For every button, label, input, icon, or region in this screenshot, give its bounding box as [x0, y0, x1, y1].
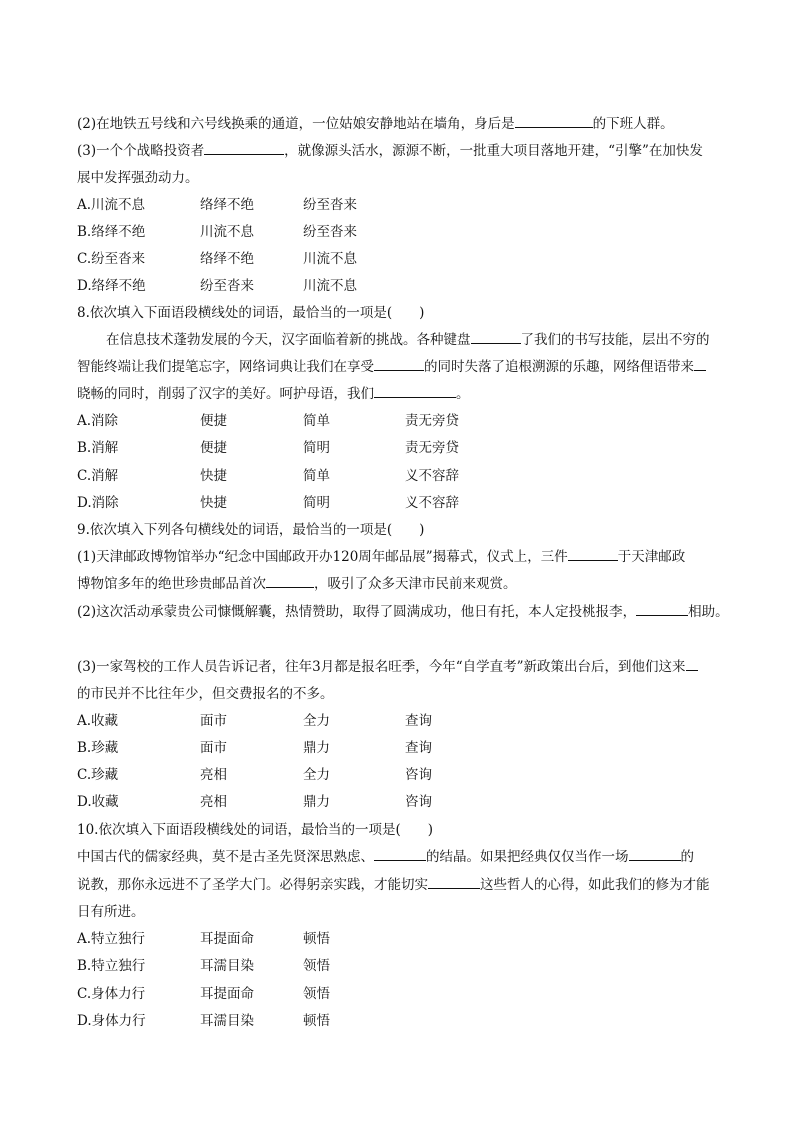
option-b: B.特立独行 — [77, 958, 146, 974]
q8-passage-line-2: 智能终端让我们提笔忘字，网络词典让我们在享受 的同时失落了追根溯源的乐趣，网络俚语带来 — [77, 358, 706, 376]
option-b-2: 川流不息 — [200, 224, 254, 240]
q9-sentence-2: (2)这次活动承蒙贵公司慷慨解囊，热情赞助，取得了圆满成功，他日有托，本人定投桃报李， 相助。 — [77, 604, 729, 620]
q7-sentence-2: (2)在地铁五号线和六号线换乘的通道，一位姑娘安静地站在墙角，身后是 的下班人群。 — [77, 116, 674, 132]
option-d-3: 鼎力 — [303, 794, 330, 810]
option-c: C.纷至沓来 — [77, 251, 146, 267]
option-d-2: 快捷 — [200, 495, 227, 511]
option-b-3: 鼎力 — [303, 740, 330, 756]
option-d-4: 义不容辞 — [405, 495, 459, 511]
option-d-3: 顿悟 — [303, 1013, 330, 1029]
q9-sentence-1: (1)天津邮政博物馆举办“纪念中国邮政开办120周年邮品展”揭幕式，仪式上，三件 于天津邮政 — [77, 549, 686, 565]
option-a: A.川流不息 — [77, 197, 146, 213]
answer-blank — [428, 876, 480, 889]
option-a-2: 面市 — [200, 713, 227, 729]
q7-sentence-3-cont: 展中发挥强劲动力。 — [77, 170, 199, 186]
answer-blank — [374, 848, 426, 861]
option-a: A.消除 — [77, 413, 119, 429]
q10-stem: 10.依次填入下面语段横线处的词语，最恰当的一项是( ) — [77, 822, 434, 838]
option-c-4: 咨询 — [405, 767, 432, 783]
q9-sentence-3-cont: 的市民并不比往年少，但交费报名的不多。 — [77, 686, 334, 702]
q10-passage-line-2: 说教，那你永远进不了圣学大门。必得躬亲实践，才能切实 这些哲人的心得，如此我们的修为才能 — [77, 877, 710, 893]
option-d-2: 亮相 — [200, 794, 227, 810]
q10-passage-line-3: 日有所进。 — [77, 904, 145, 920]
option-b: B.络绎不绝 — [77, 224, 146, 240]
option-d-2: 纷至沓来 — [200, 278, 254, 294]
option-a-4: 查询 — [405, 713, 432, 729]
option-b: B.消解 — [77, 440, 119, 456]
option-d: D.消除 — [77, 495, 119, 511]
option-a: A.特立独行 — [77, 931, 146, 947]
answer-blank — [374, 358, 424, 371]
option-a-4: 责无旁贷 — [405, 413, 459, 429]
option-c-3: 简单 — [303, 468, 330, 484]
option-a-3: 全力 — [303, 713, 330, 729]
option-a-2: 耳提面命 — [200, 931, 254, 947]
option-c: C.珍藏 — [77, 767, 119, 783]
option-b-4: 查询 — [405, 740, 432, 756]
option-a-3: 简单 — [303, 413, 330, 429]
q8-passage-line-1: 在信息技术蓬勃发展的今天，汉字面临着新的挑战。各种键盘 了我们的书写技能，层出不穷的 — [106, 332, 710, 348]
option-b-2: 面市 — [200, 740, 227, 756]
option-b-2: 便捷 — [200, 440, 227, 456]
option-d: D.络绎不绝 — [77, 278, 146, 294]
option-c-2: 络绎不绝 — [200, 251, 254, 267]
option-b-4: 责无旁贷 — [405, 440, 459, 456]
option-b-2: 耳濡目染 — [200, 958, 254, 974]
option-a-3: 纷至沓来 — [303, 197, 357, 213]
option-b-3: 纷至沓来 — [303, 224, 357, 240]
option-c-3: 全力 — [303, 767, 330, 783]
q9-sentence-1-cont: 博物馆多年的绝世珍贵邮品首次 ，吸引了众多天津市民前来观赏。 — [77, 576, 517, 592]
option-b-3: 领悟 — [303, 958, 330, 974]
answer-blank — [471, 331, 521, 344]
option-d-4: 咨询 — [405, 794, 432, 810]
q8-passage-line-3: 晓畅的同时，削弱了汉字的美好。呵护母语，我们 。 — [77, 386, 470, 402]
option-d: D.身体力行 — [77, 1013, 146, 1029]
option-c-2: 亮相 — [200, 767, 227, 783]
option-d-2: 耳濡目染 — [200, 1013, 254, 1029]
option-c-4: 义不容辞 — [405, 468, 459, 484]
answer-blank — [266, 575, 314, 588]
option-a-2: 便捷 — [200, 413, 227, 429]
option-a: A.收藏 — [77, 713, 119, 729]
answer-blank — [204, 142, 284, 155]
answer-blank — [629, 848, 681, 861]
option-d: D.收藏 — [77, 794, 119, 810]
q9-sentence-3: (3)一家驾校的工作人员告诉记者，往年3月都是报名旺季，今年“自学直考”新政策出台后，到他们这来 — [77, 658, 698, 676]
q8-stem: 8.依次填入下面语段横线处的词语，最恰当的一项是( ) — [77, 305, 425, 321]
option-c-2: 快捷 — [200, 468, 227, 484]
option-a-3: 顿悟 — [303, 931, 330, 947]
option-c-2: 耳提面命 — [200, 986, 254, 1002]
answer-blank — [636, 603, 688, 616]
answer-blank — [515, 115, 593, 128]
option-c: C.消解 — [77, 468, 119, 484]
answer-blank — [374, 385, 456, 398]
answer-blank — [694, 358, 706, 371]
option-c-3: 领悟 — [303, 986, 330, 1002]
option-a-2: 络绎不绝 — [200, 197, 254, 213]
option-c-3: 川流不息 — [303, 251, 357, 267]
answer-blank — [568, 548, 618, 561]
option-d-3: 简明 — [303, 495, 330, 511]
q7-sentence-3: (3)一个个战略投资者 ，就像源头活水，源源不断，一批重大项目落地开建，“引擎”在加快发 — [77, 143, 703, 159]
option-d-3: 川流不息 — [303, 278, 357, 294]
option-b: B.珍藏 — [77, 740, 119, 756]
q9-stem: 9.依次填入下列各句横线处的词语，最恰当的一项是( ) — [77, 522, 425, 538]
q10-passage-line-1: 中国古代的儒家经典，莫不是古圣先贤深思熟虑、 的结晶。如果把经典仅仅当作一场 的 — [77, 849, 694, 865]
option-c: C.身体力行 — [77, 986, 146, 1002]
answer-blank — [686, 658, 698, 671]
option-b-3: 简明 — [303, 440, 330, 456]
